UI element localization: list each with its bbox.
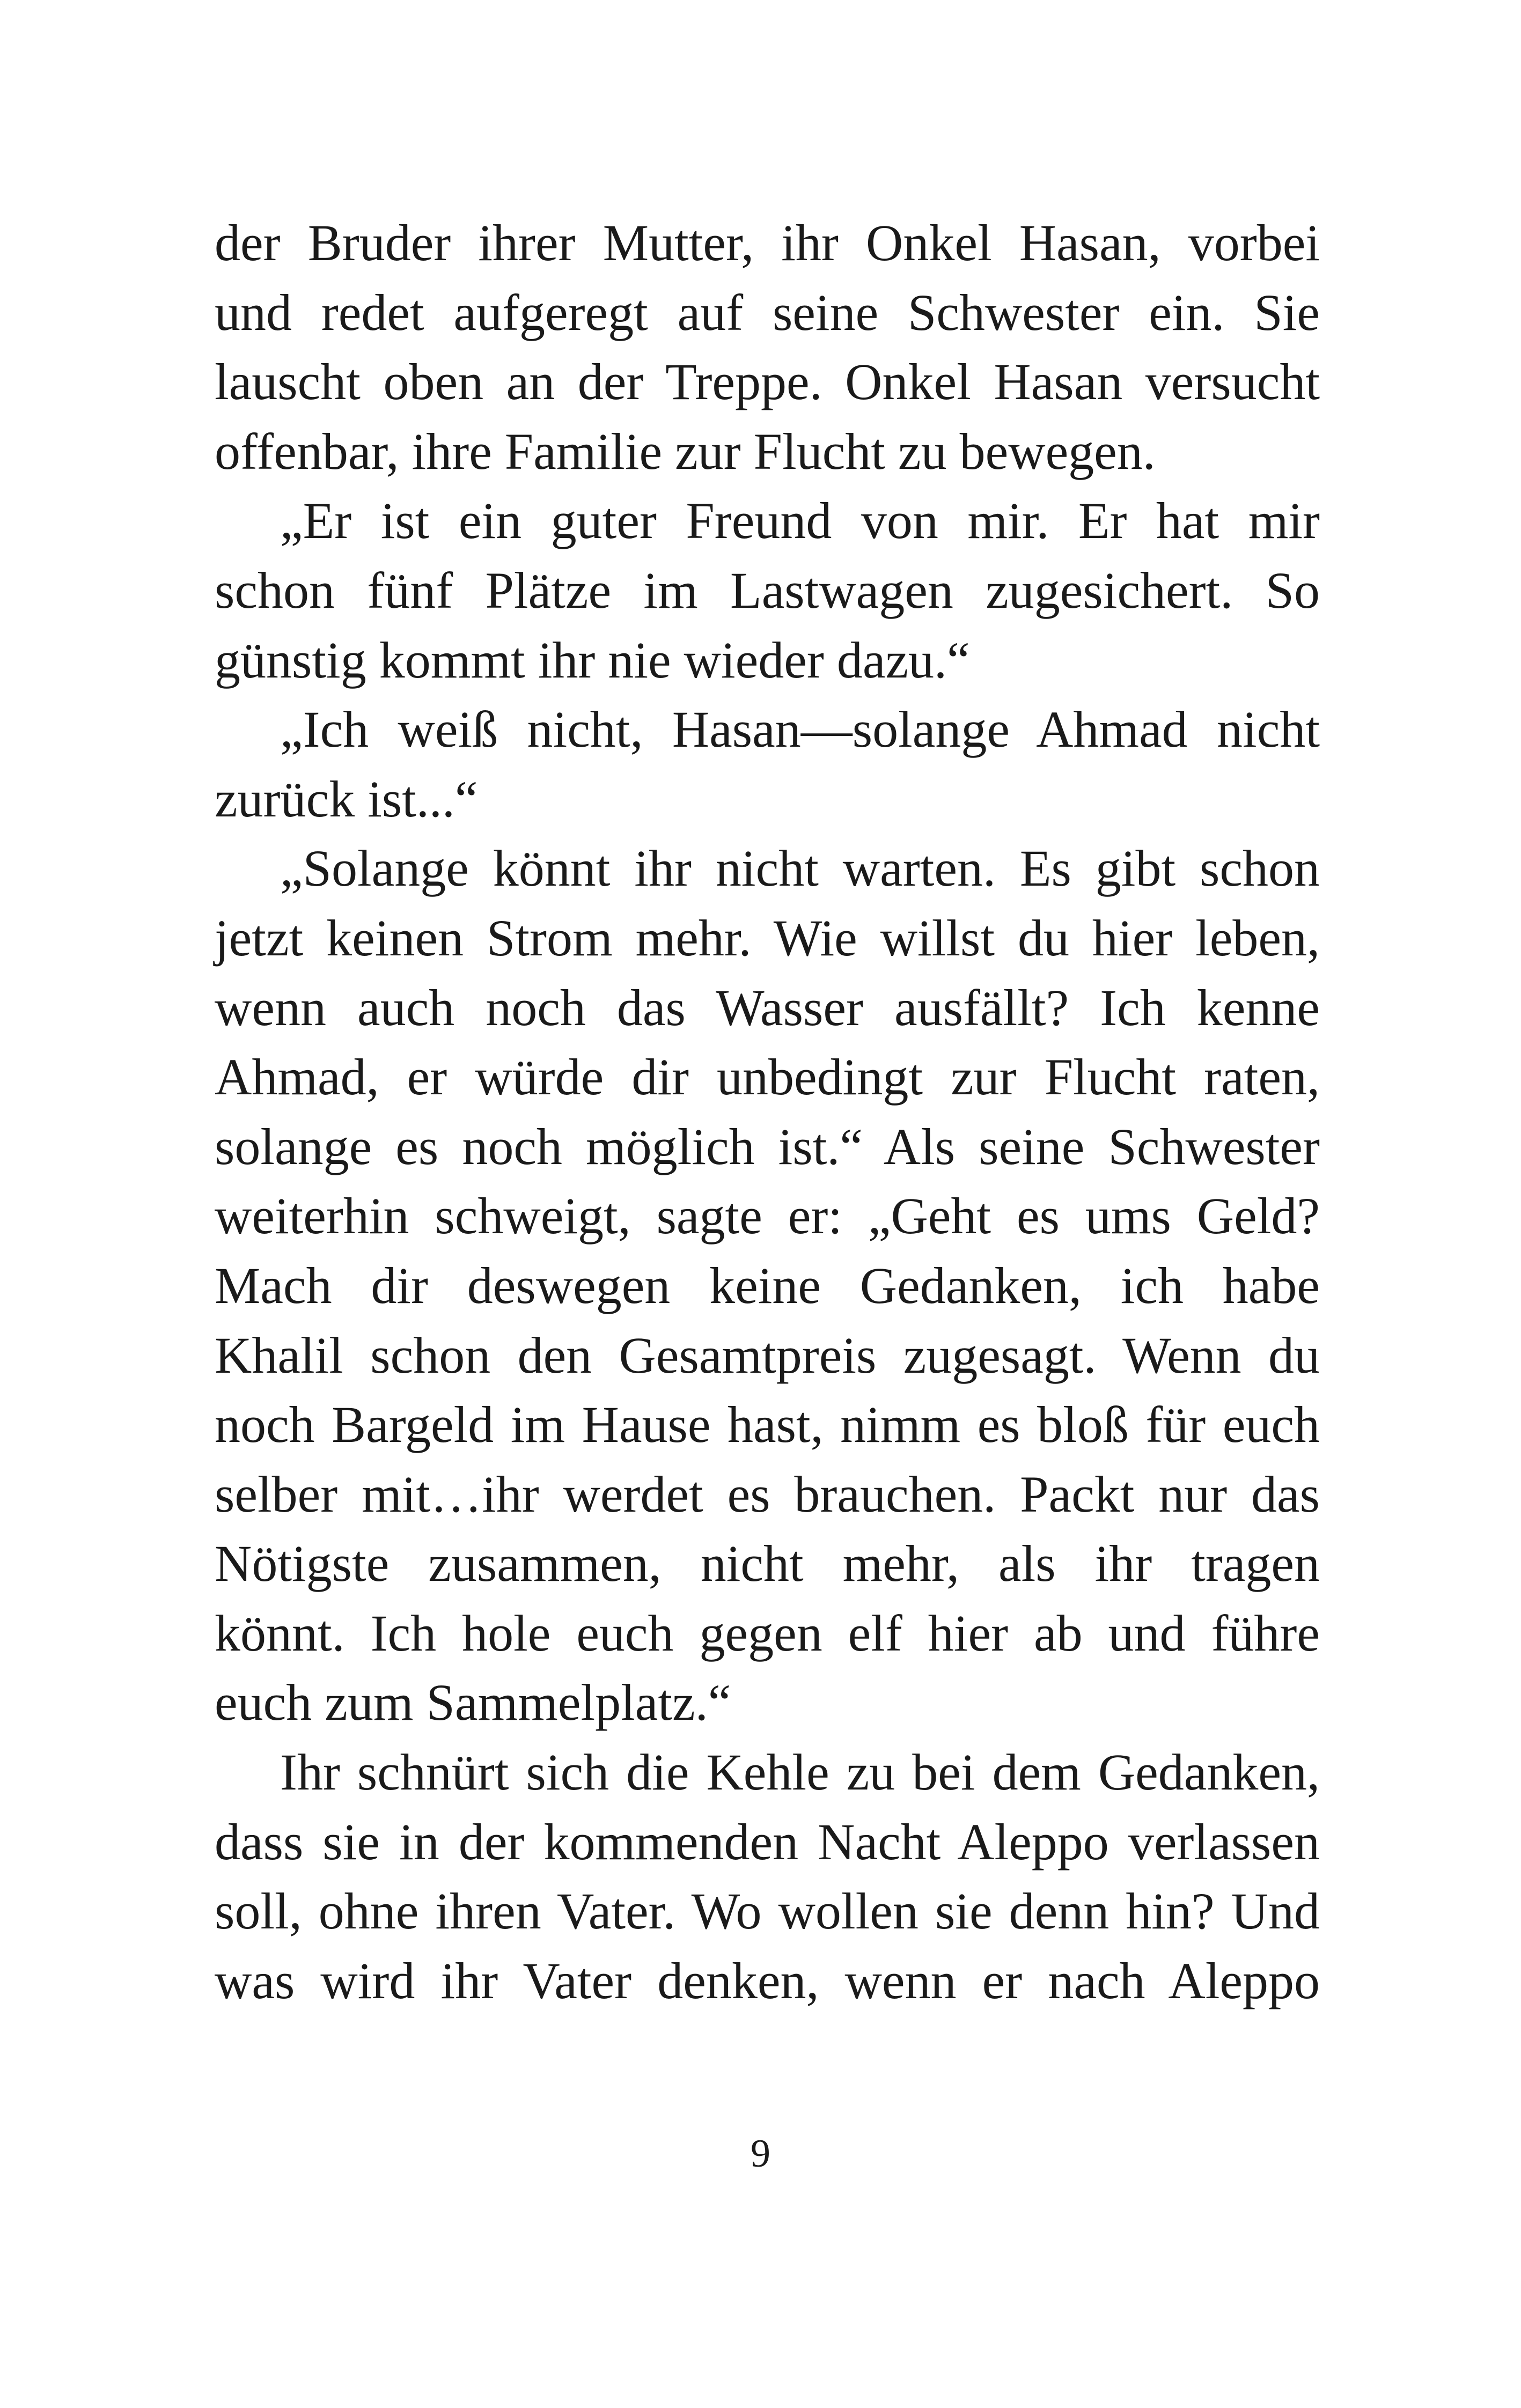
text-line: was wird ihr Vater denken, wenn er nach Aleppo (215, 1952, 1320, 2009)
text-line: zurück ist...“ (215, 770, 478, 828)
page-number: 9 (751, 2132, 770, 2176)
text-line: soll, ohne ihren Vater. Wo wollen sie denn hin? Und (215, 1882, 1320, 1940)
text-line: wenn auch noch das Wasser ausfällt? Ich kenne (215, 978, 1320, 1036)
text-line: weiterhin schweigt, sagte er: „Geht es ums Geld? (215, 1187, 1320, 1245)
text-line: „Solange könnt ihr nicht warten. Es gibt schon (280, 840, 1320, 897)
text-line: Ihr schnürt sich die Kehle zu bei dem Gedanken, (280, 1743, 1320, 1801)
text-line: jetzt keinen Strom mehr. Wie willst du hier leben, (215, 909, 1320, 967)
text-line: noch Bargeld im Hause hast, nimm es bloß für euch (215, 1396, 1320, 1454)
text-line: Nötigste zusammen, nicht mehr, als ihr tragen (215, 1535, 1320, 1593)
text-line: könnt. Ich hole euch gegen elf hier ab und führe (215, 1604, 1320, 1662)
text-line: selber mit…ihr werdet es brauchen. Packt nur das (215, 1465, 1320, 1523)
text-line: solange es noch möglich ist.“ Als seine Schwester (215, 1117, 1320, 1175)
text-line: Mach dir deswegen keine Gedanken, ich habe (215, 1256, 1320, 1314)
text-line: offenbar, ihre Familie zur Flucht zu bewegen. (215, 422, 1156, 480)
body-text (215, 208, 1320, 2015)
text-line: günstig kommt ihr nie wieder dazu.“ (215, 631, 970, 689)
text-line: und redet aufgeregt auf seine Schwester ein. Sie (215, 283, 1320, 341)
text-line: Ahmad, er würde dir unbedingt zur Flucht raten, (215, 1048, 1320, 1106)
text-line: „Ich weiß nicht, Hasan—solange Ahmad nicht (280, 701, 1320, 759)
text-line: euch zum Sammelplatz.“ (215, 1674, 731, 1732)
text-line: dass sie in der kommenden Nacht Aleppo verlassen (215, 1813, 1320, 1871)
text-line: schon fünf Plätze im Lastwagen zugesichert. So (215, 561, 1320, 619)
text-line: „Er ist ein guter Freund von mir. Er hat mir (280, 492, 1320, 550)
text-line: Khalil schon den Gesamtpreis zugesagt. Wenn du (215, 1326, 1320, 1384)
text-line: lauscht oben an der Treppe. Onkel Hasan versucht (215, 353, 1320, 411)
text-line: der Bruder ihrer Mutter, ihr Onkel Hasan, vorbei (215, 214, 1320, 271)
